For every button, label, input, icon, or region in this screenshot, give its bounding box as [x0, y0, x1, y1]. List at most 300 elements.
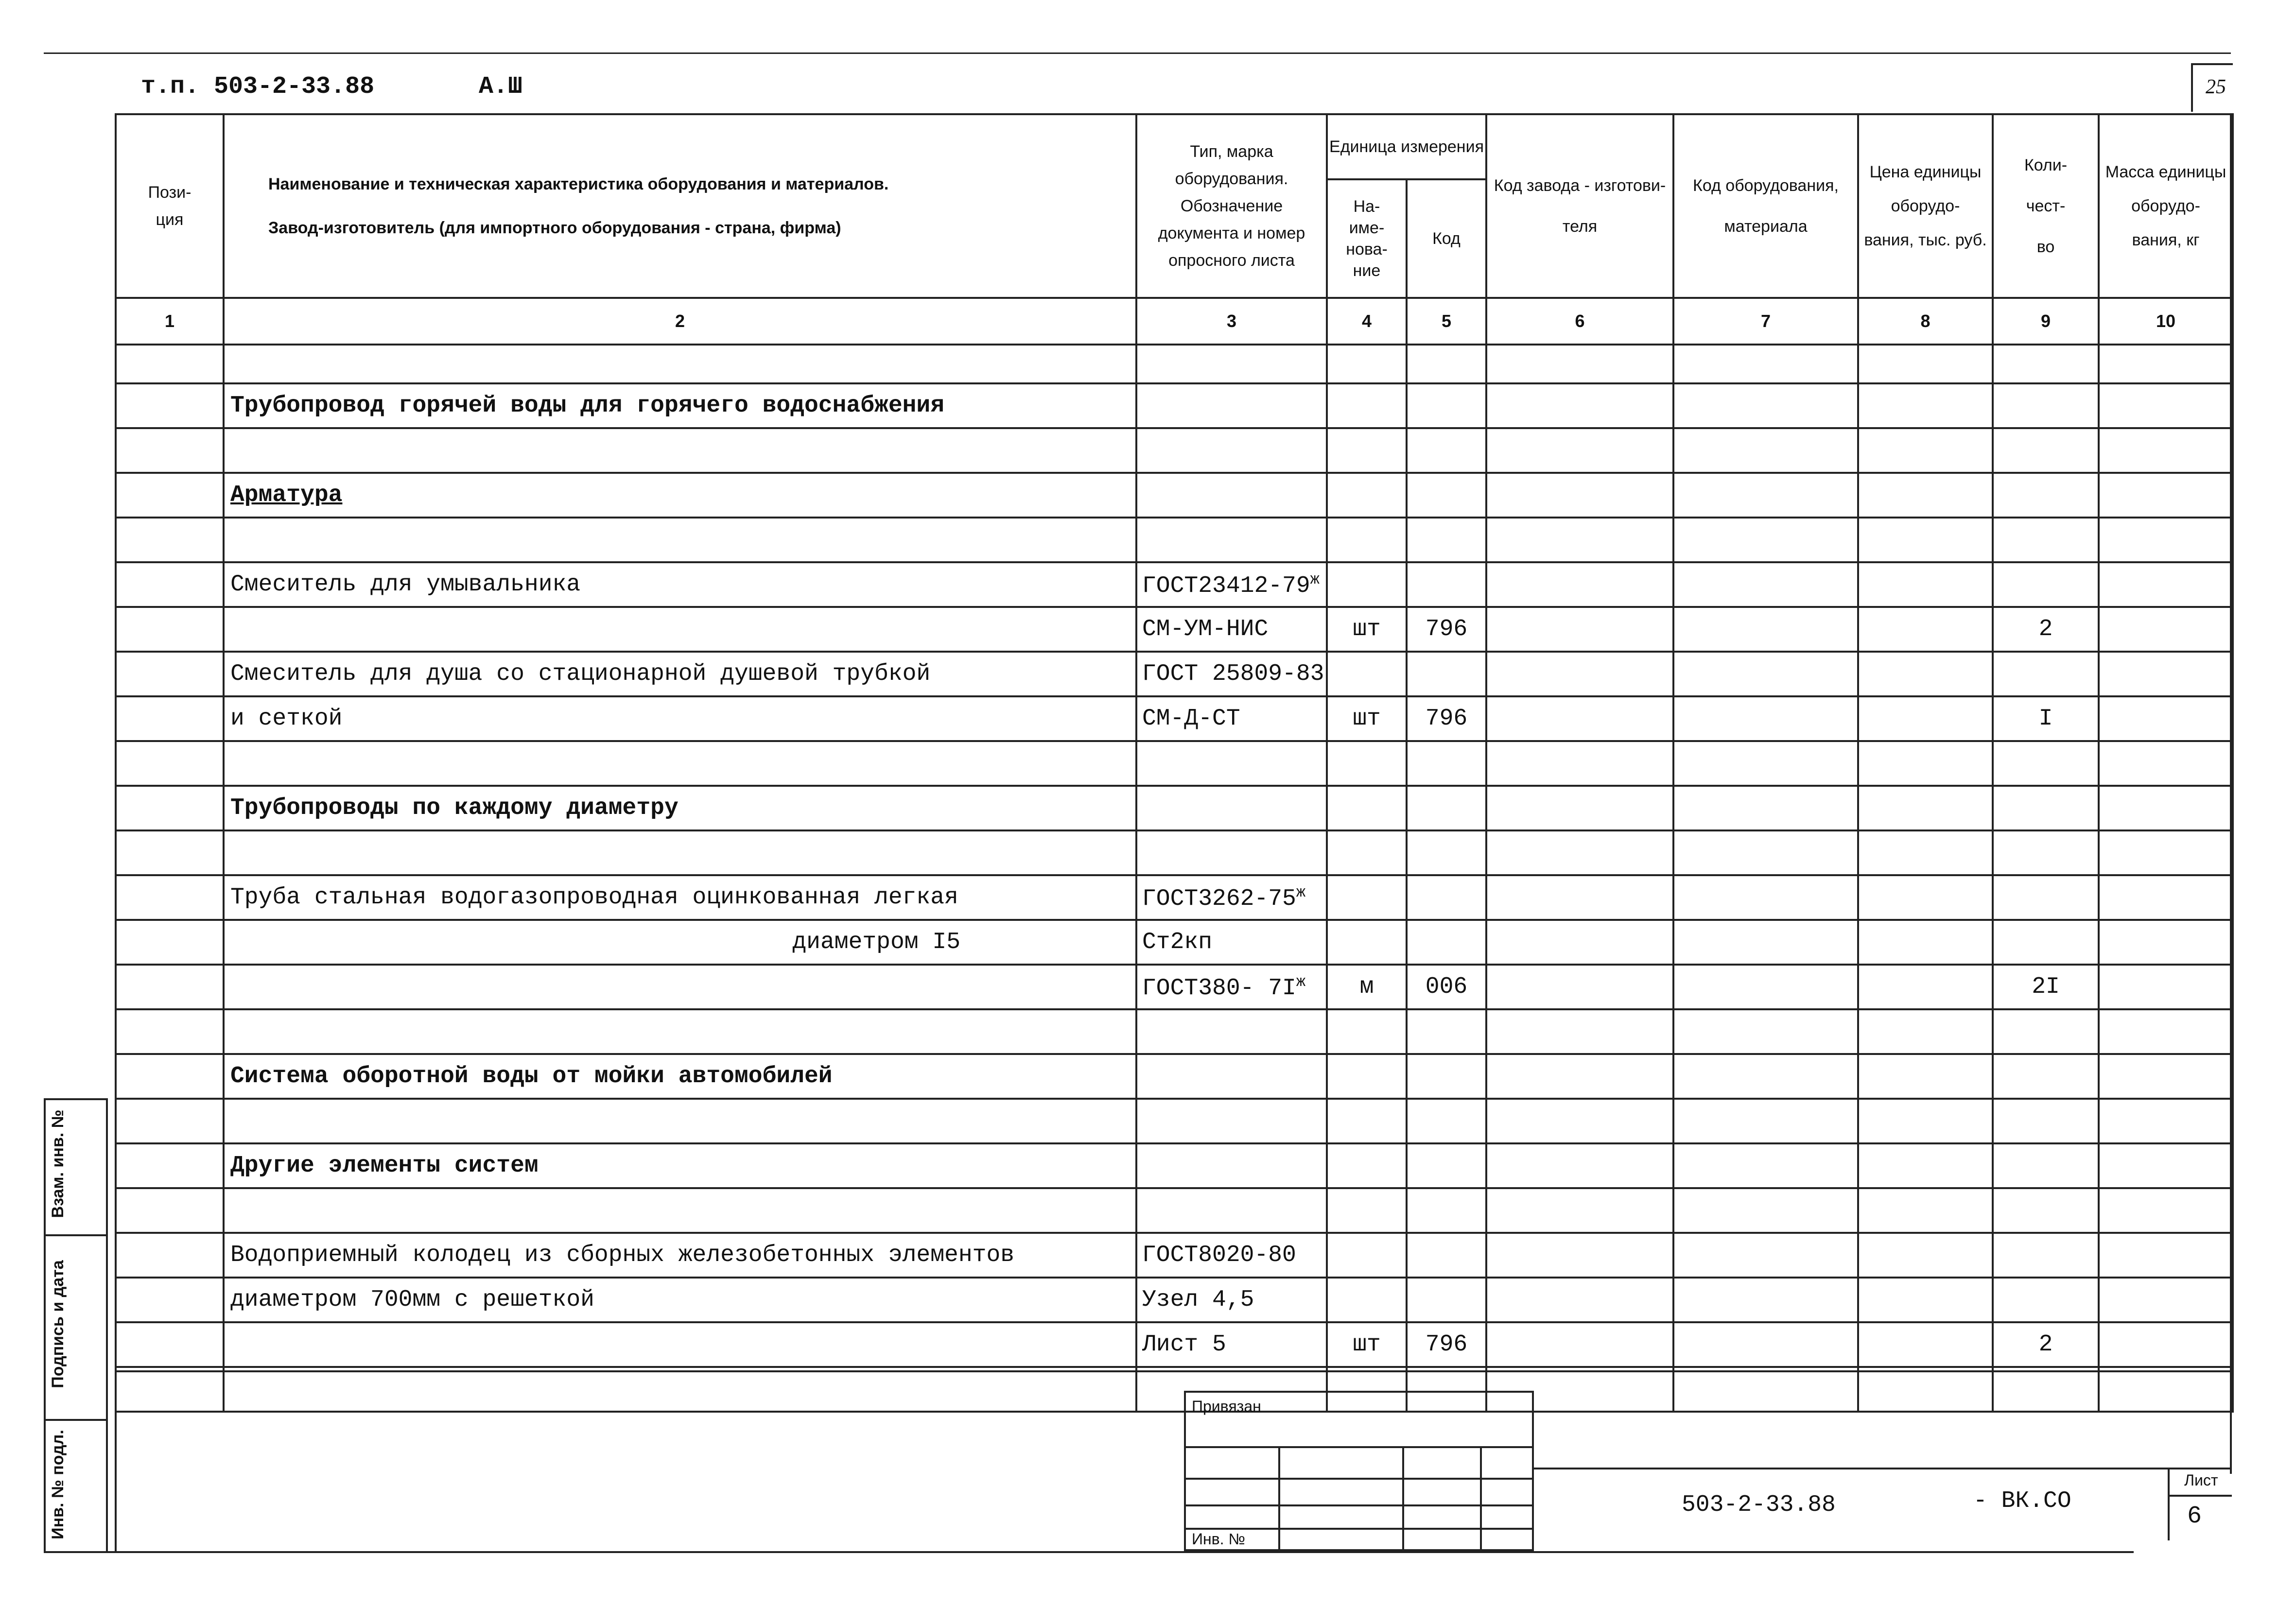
cell-mass — [2099, 518, 2233, 562]
cell-factory-code — [1486, 428, 1673, 473]
table-row — [116, 1009, 2233, 1054]
cell-position — [116, 741, 224, 786]
album-label: А.Ш — [479, 73, 523, 101]
table-row — [116, 1099, 2233, 1143]
cell-unit — [1327, 1278, 1407, 1322]
cell-unit: шт — [1327, 607, 1407, 652]
cell-quantity — [1993, 652, 2099, 696]
cell-quantity — [1993, 1099, 2099, 1143]
cell-equipment-code — [1673, 1322, 1858, 1367]
cell-quantity: 2 — [1993, 607, 2099, 652]
col-header-unit-code: Код — [1407, 179, 1486, 298]
cell-position — [116, 1188, 224, 1233]
cell-name — [224, 1188, 1136, 1233]
cell-name — [224, 562, 1136, 607]
document-code: 503-2-33.88 — [1682, 1492, 1836, 1518]
cell-name — [224, 1367, 1136, 1412]
cell-mass — [2099, 607, 2233, 652]
cell-price — [1858, 1099, 1993, 1143]
cell-quantity — [1993, 473, 2099, 518]
side-stamp-frame — [106, 1098, 108, 1553]
cell-unit-code — [1407, 1233, 1486, 1278]
cell-price — [1858, 1367, 1993, 1412]
cell-unit-code — [1407, 1278, 1486, 1322]
cell-price — [1858, 920, 1993, 965]
frame-line — [115, 1370, 117, 1553]
cell-equipment-code — [1673, 965, 1858, 1009]
col-number: 5 — [1407, 298, 1486, 345]
item-type: Узел 4,5 — [1142, 1287, 1254, 1313]
cell-position — [116, 1054, 224, 1099]
cell-position — [116, 786, 224, 830]
cell-type — [1136, 965, 1327, 1009]
cell-name — [224, 830, 1136, 875]
cell-equipment-code — [1673, 1143, 1858, 1188]
col-header-factory-code: Код завода - изготови- теля — [1486, 114, 1673, 298]
cell-factory-code — [1486, 696, 1673, 741]
cell-position — [116, 875, 224, 920]
table-row — [116, 562, 2233, 607]
cell-unit-code — [1407, 652, 1486, 696]
cell-mass — [2099, 1322, 2233, 1367]
cell-type — [1136, 607, 1327, 652]
cell-price — [1858, 1233, 1993, 1278]
cell-unit — [1327, 786, 1407, 830]
cell-unit — [1327, 518, 1407, 562]
cell-factory-code — [1486, 518, 1673, 562]
cell-equipment-code — [1673, 383, 1858, 428]
table-row — [116, 786, 2233, 830]
col-header-price: Цена единицы оборудо- вания, тыс. руб. — [1858, 114, 1993, 298]
cell-equipment-code — [1673, 1367, 1858, 1412]
cell-quantity — [1993, 1367, 2099, 1412]
cell-position — [116, 920, 224, 965]
col-header-unit: Единица измерения — [1327, 114, 1486, 179]
cell-position — [116, 965, 224, 1009]
cell-unit-code — [1407, 1099, 1486, 1143]
cell-factory-code — [1486, 920, 1673, 965]
cell-quantity — [1993, 562, 2099, 607]
cell-equipment-code — [1673, 741, 1858, 786]
cell-factory-code — [1486, 965, 1673, 1009]
cell-type — [1136, 1278, 1327, 1322]
cell-factory-code — [1486, 830, 1673, 875]
privyazan-label: Привязан — [1192, 1398, 1261, 1415]
section-code: - ВК.СО — [1973, 1488, 2071, 1514]
cell-position — [116, 1099, 224, 1143]
cell-mass — [2099, 875, 2233, 920]
cell-equipment-code — [1673, 696, 1858, 741]
cell-factory-code — [1486, 473, 1673, 518]
cell-name — [224, 473, 1136, 518]
table-row — [116, 965, 2233, 1009]
cell-quantity — [1993, 786, 2099, 830]
col-header-position: Пози- ция — [116, 114, 224, 298]
cell-position — [116, 473, 224, 518]
cell-price — [1858, 383, 1993, 428]
cell-name — [224, 1233, 1136, 1278]
cell-factory-code — [1486, 1233, 1673, 1278]
cell-type — [1136, 1099, 1327, 1143]
cell-mass — [2099, 1278, 2233, 1322]
col-number: 9 — [1993, 298, 2099, 345]
cell-mass — [2099, 1143, 2233, 1188]
cell-quantity — [1993, 1009, 2099, 1054]
revision-mark: ж — [1310, 570, 1320, 588]
cell-mass — [2099, 473, 2233, 518]
cell-unit — [1327, 875, 1407, 920]
cell-unit — [1327, 1188, 1407, 1233]
table-row — [116, 428, 2233, 473]
item-type: ГОСТ3262-75 — [1142, 885, 1296, 912]
cell-price — [1858, 1143, 1993, 1188]
cell-mass — [2099, 383, 2233, 428]
grid-line — [1402, 1446, 1404, 1549]
cell-factory-code — [1486, 1322, 1673, 1367]
cell-unit — [1327, 1099, 1407, 1143]
cell-mass — [2099, 1367, 2233, 1412]
cell-mass — [2099, 1233, 2233, 1278]
cell-name — [224, 345, 1136, 383]
cell-position — [116, 1009, 224, 1054]
item-type: Лист 5 — [1142, 1331, 1226, 1358]
cell-unit — [1327, 473, 1407, 518]
cell-factory-code — [1486, 1278, 1673, 1322]
cell-price — [1858, 1278, 1993, 1322]
cell-mass — [2099, 652, 2233, 696]
cell-type — [1136, 652, 1327, 696]
cell-unit: шт — [1327, 696, 1407, 741]
cell-price — [1858, 1322, 1993, 1367]
cell-unit-code — [1407, 383, 1486, 428]
cell-unit-code: 796 — [1407, 696, 1486, 741]
item-type: ГОСТ380- 7I — [1142, 975, 1296, 1002]
col-number: 7 — [1673, 298, 1858, 345]
cell-equipment-code — [1673, 875, 1858, 920]
cell-quantity — [1993, 1143, 2099, 1188]
col-header-quantity: Коли- чест- во — [1993, 114, 2099, 298]
cell-position — [116, 383, 224, 428]
table-row — [116, 1278, 2233, 1322]
cell-price — [1858, 345, 1993, 383]
cell-position — [116, 428, 224, 473]
col-header-unit-name: На- име- нова- ние — [1327, 179, 1407, 298]
cell-unit — [1327, 345, 1407, 383]
cell-equipment-code — [1673, 1233, 1858, 1278]
cell-unit-code — [1407, 518, 1486, 562]
item-name: Арматура — [230, 482, 343, 508]
item-name: диаметром I5 — [792, 929, 960, 955]
cell-type — [1136, 345, 1327, 383]
cell-position — [116, 1278, 224, 1322]
inv-no-label: Инв. № — [1192, 1530, 1245, 1548]
cell-unit-code — [1407, 875, 1486, 920]
cell-unit-code — [1407, 428, 1486, 473]
cell-unit-code — [1407, 1188, 1486, 1233]
right-frame — [2230, 113, 2232, 1474]
cell-name — [224, 518, 1136, 562]
item-name: диаметром 700мм с решеткой — [230, 1287, 594, 1313]
table-row — [116, 875, 2233, 920]
cell-type — [1136, 1143, 1327, 1188]
cell-unit-code — [1407, 345, 1486, 383]
item-type: ГОСТ23412-79 — [1142, 572, 1310, 599]
cell-quantity — [1993, 1054, 2099, 1099]
sheet-cell — [2168, 1468, 2232, 1540]
cell-mass — [2099, 1054, 2233, 1099]
cell-mass — [2099, 345, 2233, 383]
cell-quantity — [1993, 345, 2099, 383]
cell-type — [1136, 518, 1327, 562]
cell-price — [1858, 518, 1993, 562]
cell-type — [1136, 1233, 1327, 1278]
grid-line — [2170, 1495, 2232, 1497]
cell-position — [116, 345, 224, 383]
cell-equipment-code — [1673, 607, 1858, 652]
cell-mass — [2099, 1188, 2233, 1233]
stamp-vzam: Взам. инв. № — [49, 1109, 67, 1218]
cell-name — [224, 1322, 1136, 1367]
stamp-inv: Инв. № подл. — [49, 1430, 67, 1539]
cell-quantity — [1993, 1233, 2099, 1278]
cell-type — [1136, 562, 1327, 607]
cell-mass — [2099, 1009, 2233, 1054]
table-row — [116, 920, 2233, 965]
cell-type — [1136, 1188, 1327, 1233]
cell-unit-code: 796 — [1407, 1322, 1486, 1367]
cell-position — [116, 1233, 224, 1278]
item-name: Смеситель для умывальника — [230, 571, 581, 598]
cell-type — [1136, 741, 1327, 786]
cell-position — [116, 652, 224, 696]
cell-unit — [1327, 1233, 1407, 1278]
page-number-frame-top — [2191, 63, 2233, 65]
cell-equipment-code — [1673, 920, 1858, 965]
grid-line — [1278, 1446, 1280, 1549]
cell-quantity: I — [1993, 696, 2099, 741]
cell-unit — [1327, 920, 1407, 965]
cell-unit-code — [1407, 920, 1486, 965]
cell-equipment-code — [1673, 518, 1858, 562]
cell-position — [116, 1143, 224, 1188]
cell-price — [1858, 741, 1993, 786]
cell-unit-code — [1407, 830, 1486, 875]
cell-equipment-code — [1673, 428, 1858, 473]
sheet-label: Лист — [2184, 1471, 2218, 1489]
cell-equipment-code — [1673, 1278, 1858, 1322]
cell-unit-code: 796 — [1407, 607, 1486, 652]
cell-equipment-code — [1673, 345, 1858, 383]
cell-price — [1858, 428, 1993, 473]
cell-type — [1136, 1054, 1327, 1099]
cell-quantity — [1993, 428, 2099, 473]
col-number: 8 — [1858, 298, 1993, 345]
item-type: СМ-УМ-НИС — [1142, 616, 1269, 642]
cell-quantity — [1993, 1188, 2099, 1233]
cell-price — [1858, 1054, 1993, 1099]
cell-unit — [1327, 428, 1407, 473]
cell-position — [116, 518, 224, 562]
cell-equipment-code — [1673, 1099, 1858, 1143]
table-row — [116, 1143, 2233, 1188]
cell-equipment-code — [1673, 786, 1858, 830]
item-type: СМ-Д-СТ — [1142, 706, 1240, 732]
cell-position — [116, 830, 224, 875]
cell-price — [1858, 473, 1993, 518]
cell-type — [1136, 696, 1327, 741]
cell-mass — [2099, 428, 2233, 473]
cell-unit — [1327, 383, 1407, 428]
table-row — [116, 1188, 2233, 1233]
cell-name — [224, 741, 1136, 786]
cell-factory-code — [1486, 786, 1673, 830]
cell-equipment-code — [1673, 473, 1858, 518]
cell-factory-code — [1486, 875, 1673, 920]
cell-mass — [2099, 741, 2233, 786]
col-number: 2 — [224, 298, 1136, 345]
cell-name — [224, 1099, 1136, 1143]
cell-factory-code — [1486, 607, 1673, 652]
cell-mass — [2099, 920, 2233, 965]
cell-factory-code — [1486, 741, 1673, 786]
table-row — [116, 473, 2233, 518]
cell-quantity — [1993, 383, 2099, 428]
cell-quantity — [1993, 875, 2099, 920]
cell-type — [1136, 383, 1327, 428]
cell-unit — [1327, 652, 1407, 696]
item-name: Труба стальная водогазопроводная оцинкованная легкая — [230, 884, 958, 911]
cell-position — [116, 696, 224, 741]
grid-line — [1480, 1446, 1482, 1549]
cell-mass — [2099, 965, 2233, 1009]
table-row — [116, 1322, 2233, 1367]
cell-price — [1858, 652, 1993, 696]
col-number: 6 — [1486, 298, 1673, 345]
cell-quantity: 2I — [1993, 965, 2099, 1009]
cell-factory-code — [1486, 1009, 1673, 1054]
left-frame — [44, 1098, 46, 1553]
cell-price — [1858, 607, 1993, 652]
table-row — [116, 345, 2233, 383]
cell-price — [1858, 562, 1993, 607]
col-number: 10 — [2099, 298, 2233, 345]
item-type: ГОСТ 25809-83 — [1142, 661, 1324, 687]
cell-equipment-code — [1673, 562, 1858, 607]
revision-mark: ж — [1296, 972, 1306, 991]
top-rule — [44, 52, 2231, 54]
revision-mark: ж — [1296, 883, 1306, 901]
cell-type — [1136, 428, 1327, 473]
table-row — [116, 518, 2233, 562]
cell-name — [224, 607, 1136, 652]
cell-price — [1858, 875, 1993, 920]
table-row — [116, 741, 2233, 786]
table-row — [116, 1054, 2233, 1099]
cell-equipment-code — [1673, 652, 1858, 696]
cell-factory-code — [1486, 1054, 1673, 1099]
frame-line — [115, 1370, 2232, 1372]
cell-factory-code — [1486, 1099, 1673, 1143]
cell-position — [116, 607, 224, 652]
cell-price — [1858, 830, 1993, 875]
cell-mass — [2099, 830, 2233, 875]
cell-price — [1858, 965, 1993, 1009]
item-name: и сеткой — [230, 706, 343, 732]
cell-equipment-code — [1673, 1188, 1858, 1233]
cell-unit-code: 006 — [1407, 965, 1486, 1009]
cell-unit: шт — [1327, 1322, 1407, 1367]
cell-type — [1136, 1322, 1327, 1367]
item-name: Смеситель для душа со стационарной душевой трубкой — [230, 661, 931, 687]
cell-name — [224, 652, 1136, 696]
cell-name — [224, 965, 1136, 1009]
cell-factory-code — [1486, 562, 1673, 607]
cell-unit — [1327, 1143, 1407, 1188]
cell-unit — [1327, 562, 1407, 607]
cell-type — [1136, 875, 1327, 920]
col-number: 1 — [116, 298, 224, 345]
cell-unit-code — [1407, 473, 1486, 518]
cell-unit: м — [1327, 965, 1407, 1009]
cell-equipment-code — [1673, 830, 1858, 875]
specification-table — [115, 113, 2234, 1413]
cell-unit-code — [1407, 1143, 1486, 1188]
cell-unit — [1327, 1009, 1407, 1054]
cell-unit — [1327, 1054, 1407, 1099]
cell-unit-code — [1407, 786, 1486, 830]
cell-factory-code — [1486, 652, 1673, 696]
item-type: ГОСТ8020-80 — [1142, 1242, 1296, 1268]
col-header-equipment-code: Код оборудования, материала — [1673, 114, 1858, 298]
cell-price — [1858, 1009, 1993, 1054]
item-name: Трубопровод горячей воды для горячего водоснабжения — [230, 393, 945, 419]
bottom-frame — [44, 1551, 2134, 1553]
cell-unit-code — [1407, 1009, 1486, 1054]
cell-name — [224, 1054, 1136, 1099]
page-number-frame — [2191, 63, 2193, 112]
cell-type — [1136, 786, 1327, 830]
cell-position — [116, 562, 224, 607]
cell-quantity — [1993, 920, 2099, 965]
cell-position — [116, 1367, 224, 1412]
cell-name — [224, 696, 1136, 741]
table-row — [116, 1233, 2233, 1278]
cell-quantity — [1993, 830, 2099, 875]
table-row — [116, 652, 2233, 696]
cell-factory-code — [1486, 345, 1673, 383]
cell-unit-code — [1407, 741, 1486, 786]
cell-price — [1858, 696, 1993, 741]
title-block-line — [1534, 1468, 2232, 1469]
cell-factory-code — [1486, 383, 1673, 428]
cell-equipment-code — [1673, 1009, 1858, 1054]
item-name: Система оборотной воды от мойки автомобилей — [230, 1063, 833, 1089]
table-row — [116, 383, 2233, 428]
cell-name — [224, 1009, 1136, 1054]
cell-name — [224, 1143, 1136, 1188]
cell-factory-code — [1486, 1143, 1673, 1188]
cell-mass — [2099, 1099, 2233, 1143]
col-number: 4 — [1327, 298, 1407, 345]
table-row — [116, 1367, 2233, 1412]
cell-name — [224, 786, 1136, 830]
cell-type — [1136, 830, 1327, 875]
cell-name — [224, 428, 1136, 473]
table-row — [116, 830, 2233, 875]
stamp-podpis: Подпись и дата — [49, 1260, 67, 1388]
cell-mass — [2099, 562, 2233, 607]
title-block-binding — [1184, 1391, 1534, 1551]
